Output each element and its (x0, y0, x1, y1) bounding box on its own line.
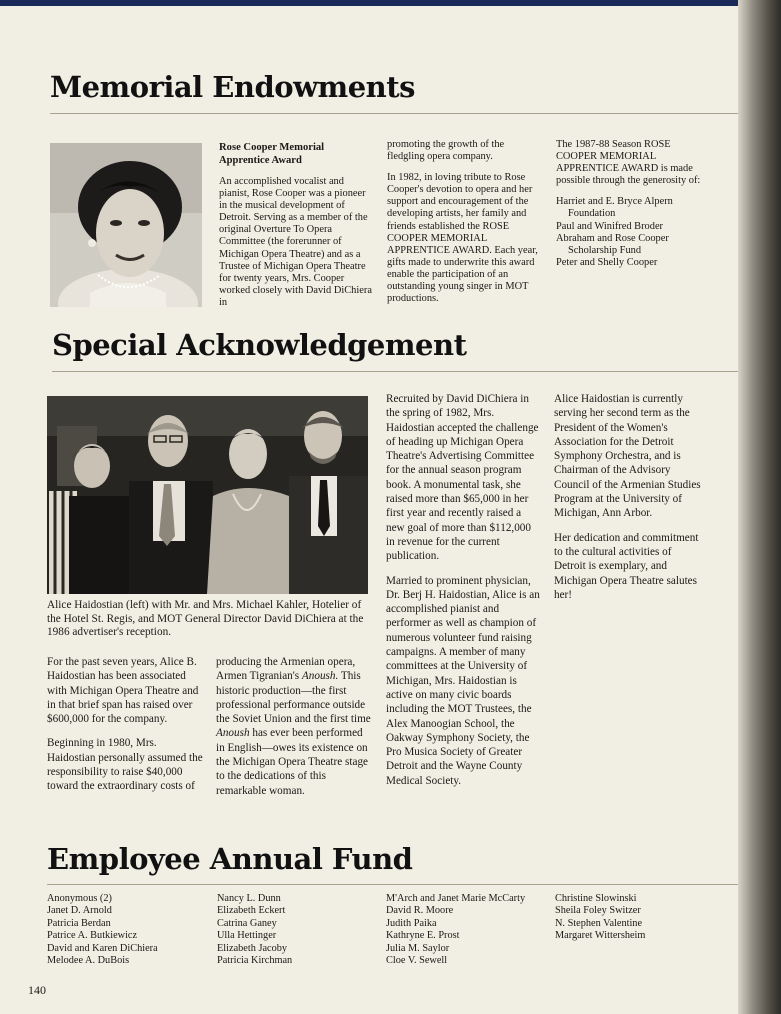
text-run: This historic production—the first professional performance outside the Soviet Union and the first time (216, 670, 371, 726)
name-item: M'Arch and Janet Marie McCarty (386, 893, 526, 904)
page-binding-shadow (738, 0, 781, 1014)
rose-cooper-portrait (50, 143, 202, 307)
donor-item: Scholarship Fund (568, 244, 642, 256)
name-item: Elizabeth Jacoby (217, 942, 288, 954)
name-item: Janet D. Arnold (47, 905, 112, 917)
name-item: David and Karen DiChiera (47, 942, 158, 954)
employee-column-2 (217, 893, 377, 967)
special-text-7: Her dedication and commitment to the cultural activities of Detroit is exemplary, and Michigan Opera Theatre salutes her! (554, 531, 699, 601)
name-item: Sheila Foley Switzer (555, 905, 641, 917)
name-item: Judith Paika (386, 917, 437, 929)
name-item: Cloe V. Sewell (386, 955, 448, 967)
special-text-3 (216, 655, 374, 798)
name-item: Elizabeth Eckert (217, 905, 286, 917)
section-rule (52, 371, 738, 372)
name-item: N. Stephen Valentine (555, 917, 643, 929)
name-item: Melodee A. DuBois (47, 955, 130, 967)
employee-column-4 (555, 893, 705, 943)
top-color-bar (0, 0, 781, 6)
special-column-1 (47, 655, 207, 804)
memorial-text-3: In 1982, in loving tribute to Rose Cooper's devotion to opera and her support and encouragement of the developing artists, her family and friends established the ROSE COOPER MEMORIAL APPRENTICE AWARD. Each year, gifts made to underwrite this award enable the participation of an outstanding young singer in MOT productions. (387, 172, 538, 305)
memorial-text-1: An accomplished vocalist and pianist, Rose Cooper was a pioneer in the musical development of Detroit. Serving as a member of the original Overture To Opera Committee (the forerunner of Michigan Opera Theatre) and as a Trustee of Michigan Opera Theatre for twenty years, Mrs. Cooper worked closely with David DiChiera in (219, 176, 372, 308)
employee-column-1 (47, 893, 207, 967)
donor-list (556, 196, 712, 269)
name-item: Margaret Wittersheim (555, 930, 646, 942)
special-column-4 (554, 392, 704, 612)
name-item: Julia M. Saylor (386, 942, 450, 954)
special-column-2 (216, 655, 374, 808)
employee-annual-fund-title: Employee Annual Fund (47, 842, 413, 876)
memorial-column-1 (219, 142, 376, 318)
memorial-endowments-title: Memorial Endowments (50, 70, 415, 104)
name-item: Patrice A. Butkiewicz (47, 930, 138, 942)
donor-item: Harriet and E. Bryce Alpern (556, 196, 673, 208)
name-item: Patricia Kirchman (217, 955, 293, 967)
donor-item: Abraham and Rose Cooper (556, 232, 669, 244)
special-column-3 (386, 392, 542, 798)
name-item: Anonymous (2) (47, 893, 112, 904)
special-acknowledgement-title: Special Acknowledgement (52, 328, 467, 362)
name-item: Patricia Berdan (47, 917, 111, 929)
special-text-4: Recruited by David DiChiera in the spring of 1982, Mrs. Haidostian accepted the challenge of heading up Michigan Opera Theatre's Advertising Committee for the annual season program book. A monumental task, she raised more than $65,000 in her first year and recently raised a new goal of more than $112,000 in revenue for the current publication. (386, 393, 539, 563)
photo-caption: Alice Haidostian (left) with Mr. and Mrs. Michael Kahler, Hotelier of the Hotel St. Regis, and MOT General Director David DiChiera at the 1986 advertiser's reception. (47, 599, 364, 639)
special-text-2: Beginning in 1980, Mrs. Haidostian personally assumed the responsibility to raise $40,000 toward the extraordinary costs of (47, 737, 203, 793)
memorial-text-2: promoting the growth of the fledgling opera company. (387, 139, 505, 163)
memorial-column-3 (556, 139, 712, 269)
employee-column-3 (386, 893, 551, 967)
special-text-6: Alice Haidostian is currently serving her second term as the President of the Women's Association for the Detroit Symphony Orchestra, and is Chairman of the Advisory Council of the Armenian Studies Program at the University of Michigan, Ann Arbor. (554, 393, 701, 520)
special-text-1: For the past seven years, Alice B. Haidostian has been associated with Michigan Opera Theatre and in that brief span has raised over $600,000 for the company. (47, 656, 199, 726)
special-text-5: Married to prominent physician, Dr. Berj H. Haidostian, Alice is an accomplished pianist and performer as well as champion of numerous volunteer fund raising campaigns. A member of many committees at the University of Michigan, Mrs. Haidostian is active on many civic boards including the MOT Trustees, the Alex Manoogian School, the Oakway Symphony Society, the Pro Musica Society of Greater Detroit and the Wayne County Medical Society. (386, 574, 540, 787)
name-item: David R. Moore (386, 905, 454, 917)
name-item: Kathryne E. Prost (386, 930, 460, 942)
name-item: Ulla Hettinger (217, 930, 277, 942)
section-rule (50, 113, 738, 114)
name-item: Christine Slowinski (555, 893, 637, 904)
donor-item: Peter and Shelly Cooper (556, 256, 658, 268)
donor-item: Foundation (568, 208, 616, 220)
memorial-column-2 (387, 139, 544, 314)
text-run: producing the Armenian opera, Armen Tigranian's (216, 656, 356, 683)
reception-photo (47, 396, 368, 594)
text-run: has ever been performed in English—owes its existence on the Michigan Opera Theatre stage to the dedications of this remarkable woman. (216, 727, 369, 797)
name-item: Catrina Ganey (217, 917, 277, 929)
opera-title: Anoush (216, 727, 250, 740)
memorial-intro: The 1987-88 Season ROSE COOPER MEMORIAL APPRENTICE AWARD is made possible through the generosity of: (556, 139, 701, 187)
page-number: 140 (28, 983, 46, 997)
award-heading: Rose Cooper Memorial Apprentice Award (219, 142, 325, 166)
section-rule (47, 884, 738, 885)
name-item: Nancy L. Dunn (217, 893, 281, 904)
donor-item: Paul and Winifred Broder (556, 220, 664, 232)
opera-title: Anoush. (301, 670, 339, 683)
